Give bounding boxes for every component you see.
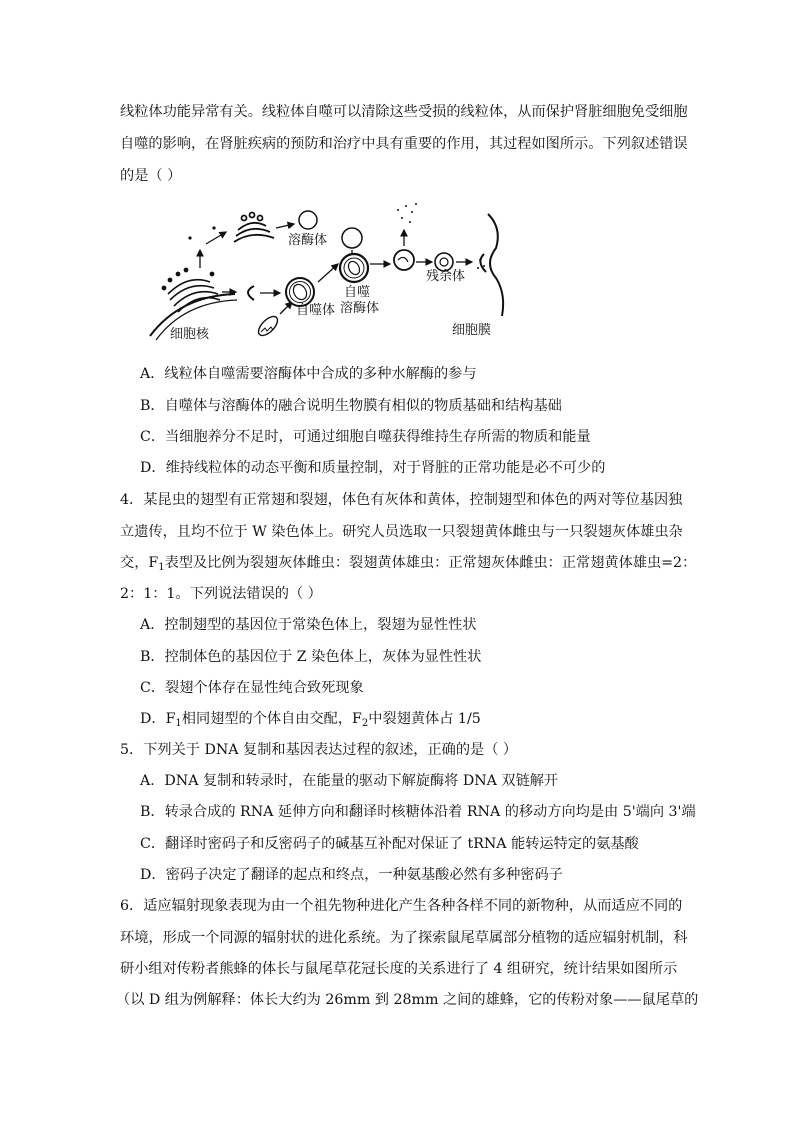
- label-residual-body: 残余体: [426, 269, 466, 284]
- q3-option-a: A．线粒体自噬需要溶酶体中合成的多种水解酶的参与: [140, 366, 477, 382]
- q5-option-c: C．翻译时密码子和反密码子的碱基互补配对保证了 tRNA 能转运特定的氨基酸: [140, 836, 639, 852]
- label-lysosome: 溶酶体: [288, 233, 328, 248]
- endoplasmic-reticulum: [162, 268, 220, 312]
- q6-stem-line-1: 6．适应辐射现象表现为由一个祖先物种进化产生各种各样不同的新物种，从而适应不同的: [120, 898, 683, 914]
- label-nucleus: 细胞核: [170, 327, 210, 342]
- golgi-apparatus: [234, 213, 274, 243]
- q6-stem-line-4: （以 D 组为例解释：体长大约为 26mm 到 28mm 之间的雄蜂，它的传粉对象——鼠尾草的: [116, 992, 699, 1008]
- q3-option-c: C．当细胞养分不足时，可通过细胞自噬获得维持生存所需的物质和能量: [140, 429, 591, 445]
- autolysosome-shape: [340, 254, 368, 282]
- q4-stem-line-2: 立遗传，且均不位于 W 染色体上。研究人员选取一只裂翅黄体雌虫与一只裂翅灰体雄虫杂: [120, 524, 683, 540]
- q4-stem-line-1: 4．某昆虫的翅型有正常翅和裂翅，体色有灰体和黄体，控制翅型和体色的两对等位基因独: [120, 492, 683, 508]
- lysosome-shape: [299, 211, 317, 229]
- q4-option-d: D．$F_1$相同翅型的个体自由交配，$F_2$中裂翅黄体占 1/5: [140, 711, 481, 729]
- autophagosome-shape: [286, 278, 314, 306]
- q5-stem: 5．下列关于 DNA 复制和基因表达过程的叙述，正确的是（ ）: [120, 742, 518, 758]
- phagophore-shape: [248, 286, 254, 300]
- q3-option-b: B．自噬体与溶酶体的融合说明生物膜有相似的物质基础和结构基础: [140, 398, 562, 414]
- label-autophagosome: 自噬体: [296, 303, 336, 318]
- q4-option-c: C．裂翅个体存在显性纯合致死现象: [140, 680, 364, 696]
- q5-option-d: D．密码子决定了翻译的起点和终点，一种氨基酸必然有多种密码子: [140, 867, 563, 883]
- label-autolysosome-1: 自噬: [344, 285, 371, 300]
- digestion-vesicle-shape: [394, 203, 417, 270]
- lysosome-fusing-shape: [342, 228, 362, 248]
- mitophagy-diagram: [140, 198, 520, 348]
- q4-option-a: A．控制翅型的基因位于常染色体上，裂翅为显性性状: [140, 617, 477, 633]
- cell-membrane-shape: [477, 214, 503, 316]
- q3-intro-line-3: 的是（ ）: [120, 168, 182, 184]
- q4-stem-line-3: 交，$F_1$表型及比例为裂翅灰体雌虫：裂翅黄体雄虫：正常翅灰体雌虫：正常翅黄体雄虫=2：: [120, 555, 697, 573]
- q5-option-b: B．转录合成的 RNA 延伸方向和翻译时核糖体沿着 RNA 的移动方向均是由 5'端向 3'端: [140, 804, 696, 820]
- q4-stem-line-4: 2：1：1。下列说法错误的（ ）: [120, 586, 322, 602]
- q6-stem-line-2: 环境，形成一个同源的辐射状的进化系统。为了探索鼠尾草属部分植物的适应辐射机制，科: [120, 930, 688, 946]
- q3-intro-line-1: 线粒体功能异常有关。线粒体自噬可以清除这些受损的线粒体，从而保护肾脏细胞免受细胞: [120, 104, 688, 120]
- mitochondrion-shape: [255, 313, 280, 338]
- q3-intro-line-2: 自噬的影响，在肾脏疾病的预防和治疗中具有重要的作用，其过程如图所示。下列叙述错误: [120, 136, 688, 152]
- q3-option-d: D．维持线粒体的动态平衡和质量控制，对于肾脏的正常功能是必不可少的: [140, 460, 606, 476]
- q6-stem-line-3: 研小组对传粉者熊蜂的体长与鼠尾草花冠长度的关系进行了 4 组研究，统计结果如图所示: [120, 961, 678, 977]
- q4-option-b: B．控制体色的基因位于 Z 染色体上，灰体为显性性状: [140, 649, 482, 665]
- label-autolysosome-2: 溶酶体: [340, 301, 380, 316]
- label-cell-membrane: 细胞膜: [452, 323, 492, 338]
- q5-option-a: A．DNA 复制和转录时，在能量的驱动下解旋酶将 DNA 双链解开: [140, 773, 559, 789]
